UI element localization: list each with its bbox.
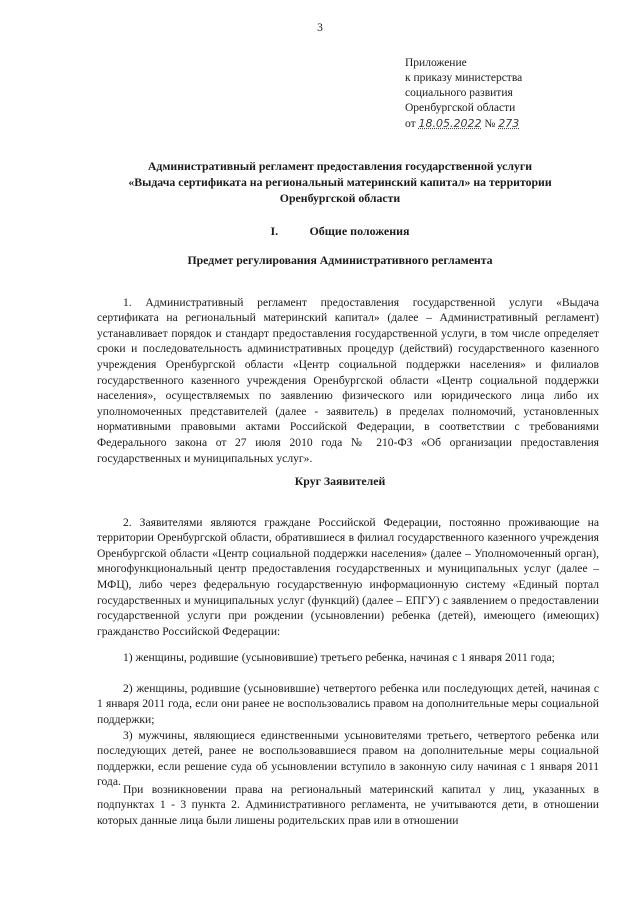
appendix-line: к приказу министерства: [405, 72, 523, 84]
handwritten-date: 18.05.2022: [418, 117, 482, 130]
paragraph-3: При возникновении права на региональный материнский капитал у лиц, указанных в подпунктах 1 - 3 пункта 2. Административного регламента, не учитываются дети, в отношении которых данные лица были лишены родительских прав или в отношении: [97, 782, 599, 827]
handwritten-number: 273: [498, 117, 520, 130]
page-number: 3: [317, 22, 323, 34]
date-prefix: от: [405, 118, 416, 130]
subheading-subject: Предмет регулирования Административного регламента: [187, 253, 493, 267]
section-title: Общие положения: [309, 224, 410, 238]
list-item-3: 3) мужчины, являющиеся единственными усыновителями третьего, четвертого ребенка или последующих детей, ранее не воспользовавшиеся правом на дополнительные меры социальной поддержки, если решение суда об усыновлении вступило в законную силу начиная с 1 января 2011 года.: [97, 728, 599, 789]
title-line: «Выдача сертификата на региональный материнский капитал» на территории: [128, 175, 552, 189]
paragraph-2: 2. Заявителями являются граждане Российской Федерации, постоянно проживающие на территории Оренбургской области, обратившиеся в филиал государственного казенного учреждения Оренбургской области «Центр социальной поддержки населения» (далее – Уполномоченный орган), многофункциональный центр предоставления государственных и муниципальных услуг (далее – МФЦ), либо через федеральную государственную информационную систему «Единый портал государственных и муниципальных услуг (функций) (далее – ЕПГУ) с заявлением о предоставлении государственной услуги при рождении (усыновлении) ребенка (детей), имеющего (имеющих) гражданство Российской Федерации:: [97, 515, 599, 638]
appendix-line: Приложение: [405, 57, 467, 69]
appendix-date-line: [405, 116, 625, 132]
subheading-applicants: Круг Заявителей: [294, 474, 386, 488]
title-line: Административный регламент предоставления государственной услуги: [147, 159, 533, 173]
title-line: Оренбургской области: [279, 191, 401, 205]
document-title: [90, 158, 590, 206]
list-item-1: 1) женщины, родившие (усыновившие) третьего ребенка, начиная с 1 января 2011 года;: [123, 650, 555, 664]
paragraph-1: 1. Административный регламент предоставления государственной услуги «Выдача сертификата на региональный материнский капитал» (далее – Административный регламент) устанавливает порядок и стандарт предоставления государственной услуги, в том числе определяет сроки и последовательность административных процедур (действий) государственного казенного учреждения Оренбургской области «Центр социальной поддержки населения» и филиалов государственного казенного учреждения Оренбургской области «Центр социальной поддержки населения», осуществляемых по заявлению физического или юридического лица либо их уполномоченных представителей (далее - заявитель) в пределах полномочий, установленных нормативными правовыми актами Российской Федерации, в соответствии с требованиями Федерального закона от 27 июля 2010 года № 210-ФЗ «Об организации предоставления государственных и муниципальных услуг».: [97, 295, 599, 465]
appendix-line: социального развития: [405, 87, 513, 99]
section-number: I.: [270, 224, 279, 238]
section-heading: [90, 224, 590, 239]
number-prefix: №: [484, 118, 496, 130]
appendix-block: [405, 56, 625, 132]
appendix-line: Оренбургской области: [405, 102, 516, 114]
list-item-2: 2) женщины, родившие (усыновившие) четвертого ребенка или последующих детей, начиная с 1 января 2011 года, если они ранее не воспользовались правом на дополнительные меры социальной поддержки;: [97, 681, 599, 726]
